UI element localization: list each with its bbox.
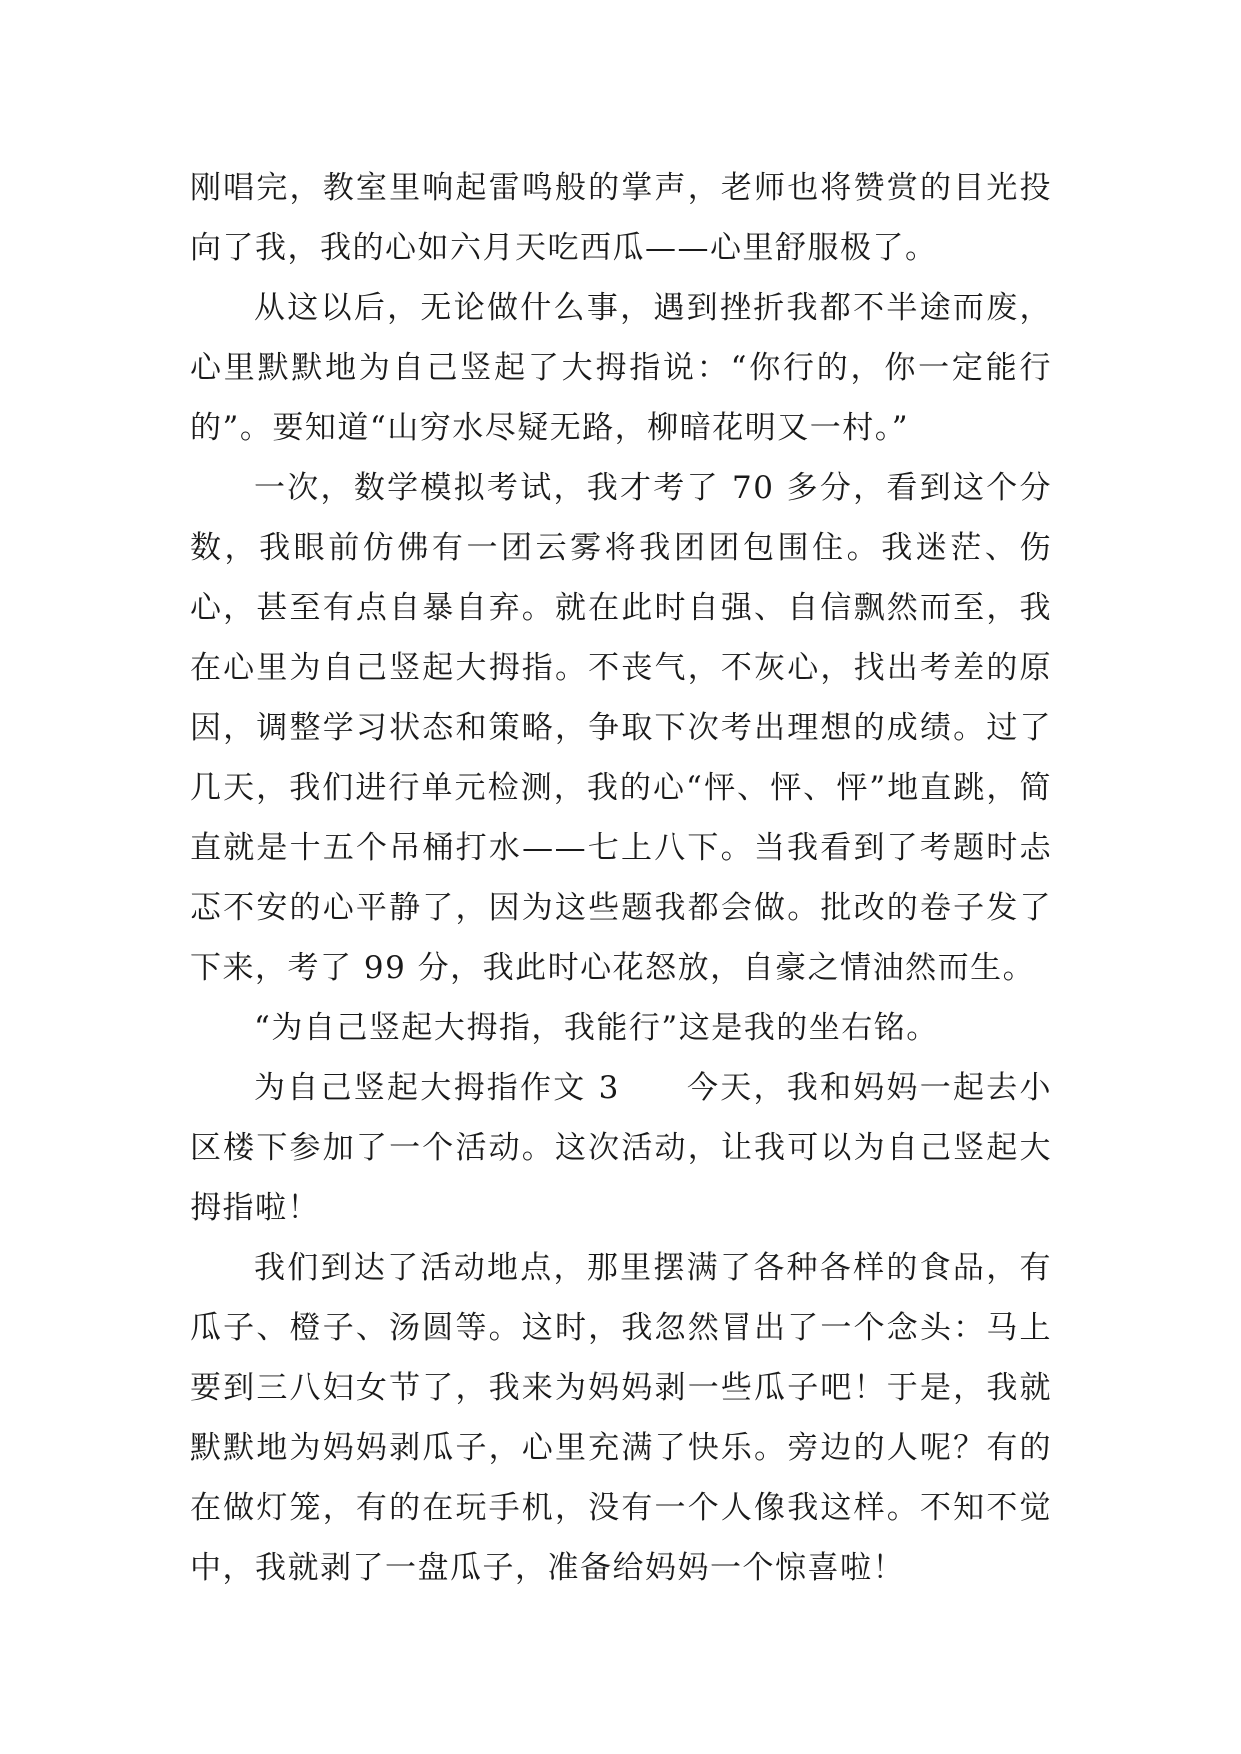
paragraph-4: “为自己竖起大拇指，我能行”这是我的坐右铭。	[254, 1010, 939, 1046]
paragraph-6: 我们到达了活动地点，那里摆满了各种各样的食品，有瓜子、橙子、汤圆等。这时，我忽然冒出了一个念头：马上要到三八妇女节了，我来为妈妈剥一些瓜子吧！于是，我就默默地为妈妈剥瓜子，心里充满了快乐。旁边的人呢？有的在做灯笼，有的在玩手机，没有一个人像我这样。不知不觉中，我就剥了一盘瓜子，准备给妈妈一个惊喜啦！	[190, 1250, 1052, 1586]
document-body	[190, 158, 1052, 1598]
paragraph-1: 刚唱完，教室里响起雷鸣般的掌声，老师也将赞赏的目光投向了我，我的心如六月天吃西瓜——心里舒服极了。	[190, 170, 1052, 266]
paragraph-3: 一次，数学模拟考试，我才考了 70 多分，看到这个分数，我眼前仿佛有一团云雾将我团团包围住。我迷茫、伤心，甚至有点自暴自弃。就在此时自强、自信飘然而至，我在心里为自己竖起大拇指。不丧气，不灰心，找出考差的原因，调整学习状态和策略，争取下次考出理想的成绩。过了几天，我们进行单元检测，我的心“怦、怦、怦”地直跳，简直就是十五个吊桶打水——七上八下。当我看到了考题时忐忑不安的心平静了，因为这些题我都会做。批改的卷子发了下来，考了 99 分，我此时心花怒放，自豪之情油然而生。	[190, 470, 1052, 986]
paragraph-2: 从这以后，无论做什么事，遇到挫折我都不半途而废，心里默默地为自己竖起了大拇指说：“你行的，你一定能行的”。要知道“山穷水尽疑无路，柳暗花明又一村。”	[190, 290, 1052, 446]
paragraph-5: 为自己竖起大拇指作文 3 今天，我和妈妈一起去小区楼下参加了一个活动。这次活动，让我可以为自己竖起大拇指啦！	[190, 1070, 1052, 1226]
